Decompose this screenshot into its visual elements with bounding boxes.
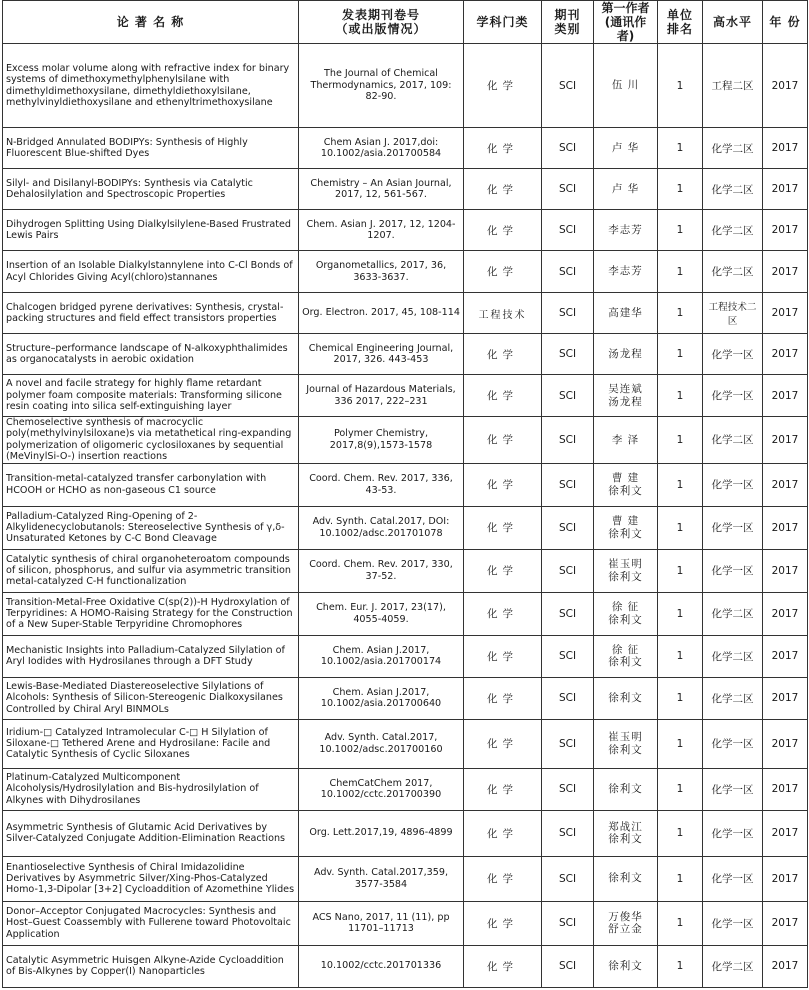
table-row xyxy=(3,856,808,901)
header-title: 论 著 名 称 xyxy=(3,1,299,44)
author-name: 李 泽 xyxy=(611,433,640,446)
table-row xyxy=(3,44,808,128)
journal-info: Chem. Asian J.2017, 10.1002/asia.201700174 xyxy=(299,635,464,677)
unit-rank: 1 xyxy=(658,506,703,549)
journal-type: SCI xyxy=(542,251,594,293)
author-name: 崔玉明 xyxy=(608,558,643,571)
high-level-tier: 化学一区 xyxy=(703,549,763,592)
header-journal xyxy=(299,1,464,44)
header-rank xyxy=(658,1,703,44)
subject-category: 化学 xyxy=(464,810,542,856)
paper-title: Transition-metal-catalyzed transfer carbonylation with HCOOH or HCHO as non-gaseous C1 source xyxy=(3,463,299,506)
unit-rank: 1 xyxy=(658,417,703,464)
journal-type: SCI xyxy=(542,677,594,719)
high-level-tier: 化学一区 xyxy=(703,810,763,856)
first-author xyxy=(594,417,658,464)
header-level: 高水平 xyxy=(703,1,763,44)
first-author xyxy=(594,375,658,417)
journal-info: ACS Nano, 2017, 11 (11), pp 11701–11713 xyxy=(299,901,464,945)
unit-rank: 1 xyxy=(658,549,703,592)
table-row xyxy=(3,210,808,251)
unit-rank: 1 xyxy=(658,128,703,169)
table-row xyxy=(3,334,808,375)
paper-title: Mechanistic Insights into Palladium-Catalyzed Silylation of Aryl Iodides with Hydrosilanes through a DFT Study xyxy=(3,635,299,677)
journal-type: SCI xyxy=(542,375,594,417)
high-level-tier: 化学一区 xyxy=(703,719,763,768)
table-row xyxy=(3,592,808,635)
paper-title: Catalytic Asymmetric Huisgen Alkyne-Azide Cycloaddition of Bis-Alkynes by Copper(I) Nanoparticles xyxy=(3,945,299,987)
subject-category: 化学 xyxy=(464,210,542,251)
publication-year: 2017 xyxy=(763,856,808,901)
journal-info: Chem Asian J. 2017,doi: 10.1002/asia.201700584 xyxy=(299,128,464,169)
table-row xyxy=(3,293,808,334)
table-row xyxy=(3,463,808,506)
corresponding-author-name: 舒立金 xyxy=(608,923,643,936)
publication-year: 2017 xyxy=(763,810,808,856)
first-author xyxy=(594,635,658,677)
high-level-tier: 化学一区 xyxy=(703,901,763,945)
paper-title: Dihydrogen Splitting Using Dialkylsilylene-Based Frustrated Lewis Pairs xyxy=(3,210,299,251)
publication-year: 2017 xyxy=(763,417,808,464)
paper-title: Lewis-Base-Mediated Diastereoselective Silylations of Alcohols: Synthesis of Silicon-Stereogenic Dialkoxysilanes Controlled by Chiral Aryl BINMOLs xyxy=(3,677,299,719)
publication-year: 2017 xyxy=(763,635,808,677)
publication-year: 2017 xyxy=(763,549,808,592)
subject-category: 化学 xyxy=(464,901,542,945)
author-name: 高建华 xyxy=(608,306,643,319)
header-ctype xyxy=(542,1,594,44)
subject-category: 化学 xyxy=(464,375,542,417)
publication-year: 2017 xyxy=(763,128,808,169)
journal-info: Adv. Synth. Catal.2017, 10.1002/adsc.201700160 xyxy=(299,719,464,768)
journal-info: 10.1002/cctc.201701336 xyxy=(299,945,464,987)
publication-year: 2017 xyxy=(763,768,808,810)
header-subject: 学科门类 xyxy=(464,1,542,44)
header-author-line2: (通讯作者) xyxy=(604,15,647,43)
first-author xyxy=(594,251,658,293)
unit-rank: 1 xyxy=(658,719,703,768)
high-level-tier: 化学二区 xyxy=(703,210,763,251)
unit-rank: 1 xyxy=(658,169,703,210)
journal-info: Coord. Chem. Rev. 2017, 336, 43-53. xyxy=(299,463,464,506)
unit-rank: 1 xyxy=(658,293,703,334)
subject-category: 化学 xyxy=(464,549,542,592)
subject-category: 化学 xyxy=(464,417,542,464)
subject-category: 化学 xyxy=(464,945,542,987)
journal-type: SCI xyxy=(542,856,594,901)
subject-category: 化学 xyxy=(464,169,542,210)
journal-type: SCI xyxy=(542,334,594,375)
journal-type: SCI xyxy=(542,210,594,251)
paper-title: Silyl- and Disilanyl-BODIPYs: Synthesis via Catalytic Dehalosilylation and Spectroscopic Properties xyxy=(3,169,299,210)
unit-rank: 1 xyxy=(658,635,703,677)
corresponding-author-name: 徐利文 xyxy=(608,613,643,626)
publication-table xyxy=(2,0,808,988)
unit-rank: 1 xyxy=(658,210,703,251)
first-author xyxy=(594,549,658,592)
unit-rank: 1 xyxy=(658,463,703,506)
table-row xyxy=(3,945,808,987)
publication-year: 2017 xyxy=(763,44,808,128)
first-author xyxy=(594,719,658,768)
header-year: 年 份 xyxy=(763,1,808,44)
journal-type: SCI xyxy=(542,549,594,592)
high-level-tier: 化学二区 xyxy=(703,592,763,635)
table-row xyxy=(3,251,808,293)
publication-year: 2017 xyxy=(763,334,808,375)
author-name: 吴连斌 xyxy=(608,383,643,395)
journal-type: SCI xyxy=(542,128,594,169)
first-author xyxy=(594,128,658,169)
journal-type: SCI xyxy=(542,592,594,635)
header-journal-line2: （或出版情况） xyxy=(335,22,427,36)
paper-title: Chemoselective synthesis of macrocyclic poly(methylvinylsiloxane)s via metathetical ring-expanding polymerization of oligomeric cyclosiloxanes by sequential (MeVinylSi-O-) insertion reactions xyxy=(3,417,299,464)
high-level-tier: 化学一区 xyxy=(703,856,763,901)
journal-type: SCI xyxy=(542,293,594,334)
journal-type: SCI xyxy=(542,810,594,856)
first-author xyxy=(594,768,658,810)
paper-title: Chalcogen bridged pyrene derivatives: Synthesis, crystal-packing structures and field effect transistors properties xyxy=(3,293,299,334)
author-name: 伍 川 xyxy=(611,79,640,92)
unit-rank: 1 xyxy=(658,375,703,417)
header-author-line1: 第一作者 xyxy=(601,1,650,15)
journal-info: Org. Lett.2017,19, 4896-4899 xyxy=(299,810,464,856)
header-ctype-line2: 类别 xyxy=(554,22,581,36)
journal-info: Chem. Asian J.2017, 10.1002/asia.201700640 xyxy=(299,677,464,719)
header-rank-line1: 单位 xyxy=(666,8,693,22)
table-row xyxy=(3,719,808,768)
unit-rank: 1 xyxy=(658,677,703,719)
journal-type: SCI xyxy=(542,901,594,945)
high-level-tier: 化学二区 xyxy=(703,945,763,987)
publication-year: 2017 xyxy=(763,719,808,768)
journal-info: Org. Electron. 2017, 45, 108-114 xyxy=(299,293,464,334)
high-level-tier: 化学一区 xyxy=(703,463,763,506)
unit-rank: 1 xyxy=(658,592,703,635)
unit-rank: 1 xyxy=(658,768,703,810)
table-row xyxy=(3,901,808,945)
journal-type: SCI xyxy=(542,945,594,987)
subject-category: 工程技术 xyxy=(464,293,542,334)
corresponding-author-name: 汤龙程 xyxy=(608,395,643,408)
paper-title: Palladium-Catalyzed Ring-Opening of 2-Alkylidenecyclobutanols: Stereoselective Synthesis of γ,δ-Unsaturated Ketones by C-C Bond Cleavage xyxy=(3,506,299,549)
author-name: 徐利文 xyxy=(608,872,643,885)
paper-title: Asymmetric Synthesis of Glutamic Acid Derivatives by Silver-Catalyzed Conjugate Addition-Elimination Reactions xyxy=(3,810,299,856)
journal-info: Journal of Hazardous Materials, 336 2017, 222–231 xyxy=(299,375,464,417)
corresponding-author-name: 徐利文 xyxy=(608,656,643,669)
author-name: 郑战江 xyxy=(608,820,643,833)
paper-title: Structure–performance landscape of N-alkoxyphthalimides as organocatalysts in aerobic oxidation xyxy=(3,334,299,375)
subject-category: 化学 xyxy=(464,768,542,810)
corresponding-author-name: 徐利文 xyxy=(608,527,643,540)
table-row xyxy=(3,810,808,856)
publication-year: 2017 xyxy=(763,945,808,987)
journal-type: SCI xyxy=(542,506,594,549)
paper-title: Excess molar volume along with refractive index for binary systems of dimethoxymethylphenylsilane with dimethyldimethoxysilane, dimethyldiethoxylsilane, methylvinyldiethoxysilane and ethenyltrimethoxysilane xyxy=(3,44,299,128)
journal-info: ChemCatChem 2017, 10.1002/cctc.201700390 xyxy=(299,768,464,810)
author-name: 曹 建 xyxy=(611,515,640,528)
paper-title: Donor–Acceptor Conjugated Macrocycles: Synthesis and Host–Guest Coassembly with Fullerene toward Photovoltaic Application xyxy=(3,901,299,945)
subject-category: 化学 xyxy=(464,251,542,293)
corresponding-author-name: 徐利文 xyxy=(608,484,643,497)
author-name: 卢 华 xyxy=(611,182,640,195)
journal-type: SCI xyxy=(542,44,594,128)
publication-year: 2017 xyxy=(763,210,808,251)
high-level-tier: 工程二区 xyxy=(703,44,763,128)
first-author xyxy=(594,856,658,901)
high-level-tier: 化学二区 xyxy=(703,677,763,719)
author-name: 万俊华 xyxy=(608,910,643,923)
subject-category: 化学 xyxy=(464,128,542,169)
unit-rank: 1 xyxy=(658,251,703,293)
paper-title: Enantioselective Synthesis of Chiral Imidazolidine Derivatives by Asymmetric Silver/Xing-Phos-Catalyzed Homo-1,3-Dipolar [3+2] Cycloaddition of Azomethine Ylides xyxy=(3,856,299,901)
publication-year: 2017 xyxy=(763,901,808,945)
journal-type: SCI xyxy=(542,635,594,677)
unit-rank: 1 xyxy=(658,810,703,856)
unit-rank: 1 xyxy=(658,334,703,375)
author-name: 李志芳 xyxy=(608,265,643,278)
journal-info: Chem. Asian J. 2017, 12, 1204-1207. xyxy=(299,210,464,251)
high-level-tier: 化学二区 xyxy=(703,251,763,293)
first-author xyxy=(594,810,658,856)
subject-category: 化学 xyxy=(464,463,542,506)
header-row xyxy=(3,1,808,44)
author-name: 徐利文 xyxy=(608,959,643,972)
journal-info: The Journal of Chemical Thermodynamics, 2017, 109: 82-90. xyxy=(299,44,464,128)
publication-year: 2017 xyxy=(763,592,808,635)
author-name: 崔玉明 xyxy=(608,731,643,744)
subject-category: 化学 xyxy=(464,677,542,719)
header-journal-line1: 发表期刊卷号 xyxy=(341,8,420,22)
subject-category: 化学 xyxy=(464,719,542,768)
corresponding-author-name: 徐利文 xyxy=(608,833,643,846)
table-row xyxy=(3,375,808,417)
journal-type: SCI xyxy=(542,768,594,810)
table-row xyxy=(3,768,808,810)
publication-year: 2017 xyxy=(763,293,808,334)
publication-year: 2017 xyxy=(763,677,808,719)
author-name: 卢 华 xyxy=(611,141,640,154)
first-author xyxy=(594,945,658,987)
table-body xyxy=(3,44,808,988)
journal-type: SCI xyxy=(542,719,594,768)
unit-rank: 1 xyxy=(658,856,703,901)
subject-category: 化学 xyxy=(464,44,542,128)
journal-type: SCI xyxy=(542,417,594,464)
high-level-tier: 工程技术二区 xyxy=(703,293,763,334)
publication-year: 2017 xyxy=(763,169,808,210)
journal-info: Coord. Chem. Rev. 2017, 330, 37-52. xyxy=(299,549,464,592)
first-author xyxy=(594,592,658,635)
unit-rank: 1 xyxy=(658,901,703,945)
journal-info: Chemistry – An Asian Journal, 2017, 12, 561-567. xyxy=(299,169,464,210)
first-author xyxy=(594,334,658,375)
first-author xyxy=(594,293,658,334)
high-level-tier: 化学一区 xyxy=(703,506,763,549)
author-name: 徐 征 xyxy=(611,601,640,614)
journal-info: Adv. Synth. Catal.2017,359, 3577-3584 xyxy=(299,856,464,901)
paper-title: N-Bridged Annulated BODIPYs: Synthesis of Highly Fluorescent Blue-shifted Dyes xyxy=(3,128,299,169)
paper-title: Transition-Metal-Free Oxidative C(sp(2))-H Hydroxylation of Terpyridines: A HOMO-Raising Strategy for the Construction of a New Super-Stable Terpyridine Chromophores xyxy=(3,592,299,635)
paper-title: Platinum-Catalyzed Multicomponent Alcoholysis/Hydrosilylation and Bis-hydrosilylation of Alkynes with Dihydrosilanes xyxy=(3,768,299,810)
publication-year: 2017 xyxy=(763,463,808,506)
journal-type: SCI xyxy=(542,169,594,210)
publication-year: 2017 xyxy=(763,251,808,293)
corresponding-author-name: 徐利文 xyxy=(608,743,643,756)
first-author xyxy=(594,169,658,210)
first-author xyxy=(594,44,658,128)
high-level-tier: 化学一区 xyxy=(703,375,763,417)
author-name: 徐利文 xyxy=(608,782,643,795)
table-row xyxy=(3,417,808,464)
subject-category: 化学 xyxy=(464,592,542,635)
high-level-tier: 化学二区 xyxy=(703,635,763,677)
high-level-tier: 化学二区 xyxy=(703,128,763,169)
author-name: 李志芳 xyxy=(608,223,643,236)
paper-title: Catalytic synthesis of chiral organoheteroatom compounds of silicon, phosphorus, and sulfur via asymmetric transition metal-catalyzed C-H functionalization xyxy=(3,549,299,592)
first-author xyxy=(594,506,658,549)
journal-info: Adv. Synth. Catal.2017, DOI: 10.1002/adsc.201701078 xyxy=(299,506,464,549)
journal-info: Polymer Chemistry, 2017,8(9),1573-1578 xyxy=(299,417,464,464)
subject-category: 化学 xyxy=(464,856,542,901)
author-name: 徐利文 xyxy=(608,691,643,704)
journal-type: SCI xyxy=(542,463,594,506)
table-row xyxy=(3,128,808,169)
author-name: 汤龙程 xyxy=(608,347,643,360)
table-row xyxy=(3,549,808,592)
first-author xyxy=(594,677,658,719)
table-row xyxy=(3,169,808,210)
unit-rank: 1 xyxy=(658,945,703,987)
first-author xyxy=(594,210,658,251)
table-row xyxy=(3,677,808,719)
subject-category: 化学 xyxy=(464,506,542,549)
high-level-tier: 化学一区 xyxy=(703,768,763,810)
first-author xyxy=(594,901,658,945)
publication-year: 2017 xyxy=(763,375,808,417)
author-name: 曹 建 xyxy=(611,472,640,485)
header-rank-line2: 排名 xyxy=(666,22,693,36)
paper-title: A novel and facile strategy for highly flame retardant polymer foam composite materials: Transforming silicone resin coating into silica self-extinguishing layer xyxy=(3,375,299,417)
high-level-tier: 化学二区 xyxy=(703,417,763,464)
high-level-tier: 化学一区 xyxy=(703,334,763,375)
journal-info: Chemical Engineering Journal, 2017, 326. 443-453 xyxy=(299,334,464,375)
author-name: 徐 征 xyxy=(611,643,640,656)
header-ctype-line1: 期刊 xyxy=(554,8,581,22)
table-row xyxy=(3,506,808,549)
table-row xyxy=(3,635,808,677)
subject-category: 化学 xyxy=(464,635,542,677)
header-author xyxy=(594,1,658,44)
first-author xyxy=(594,463,658,506)
journal-info: Chem. Eur. J. 2017, 23(17), 4055-4059. xyxy=(299,592,464,635)
journal-info: Organometallics, 2017, 36, 3633-3637. xyxy=(299,251,464,293)
high-level-tier: 化学二区 xyxy=(703,169,763,210)
unit-rank: 1 xyxy=(658,44,703,128)
publication-year: 2017 xyxy=(763,506,808,549)
subject-category: 化学 xyxy=(464,334,542,375)
paper-title: Insertion of an Isolable Dialkylstannylene into C-Cl Bonds of Acyl Chlorides Giving Acyl(chloro)stannanes xyxy=(3,251,299,293)
paper-title: Iridium-□ Catalyzed Intramolecular C-□ H Silylation of Siloxane-□ Tethered Arene and Hydrosilane: Facile and Catalytic Synthesis of Cyclic Siloxanes xyxy=(3,719,299,768)
corresponding-author-name: 徐利文 xyxy=(608,570,643,583)
